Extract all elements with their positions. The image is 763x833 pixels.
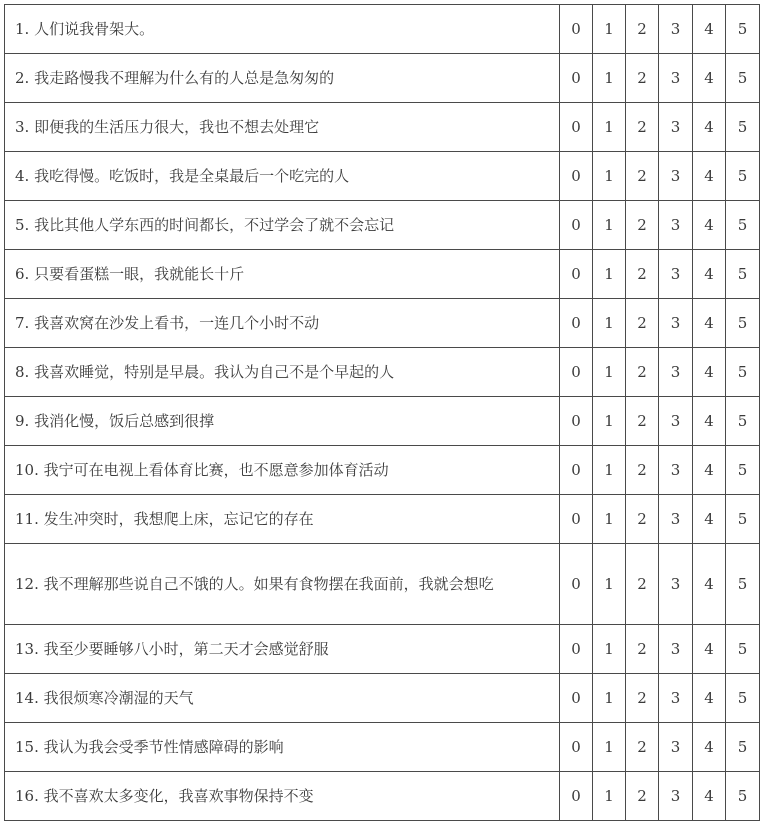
rating-option-2[interactable]: 2	[626, 544, 659, 625]
rating-option-4[interactable]: 4	[693, 772, 726, 821]
rating-option-1[interactable]: 1	[593, 446, 626, 495]
rating-option-0[interactable]: 0	[560, 250, 593, 299]
question-text: 11. 发生冲突时，我想爬上床，忘记它的存在	[5, 495, 560, 544]
rating-option-3[interactable]: 3	[659, 54, 693, 103]
question-row	[5, 201, 760, 250]
questionnaire-table	[4, 4, 760, 821]
rating-option-0[interactable]: 0	[560, 54, 593, 103]
question-row	[5, 54, 760, 103]
rating-option-1[interactable]: 1	[593, 299, 626, 348]
question-row	[5, 5, 760, 54]
rating-option-3[interactable]: 3	[659, 250, 693, 299]
rating-option-0[interactable]: 0	[560, 446, 593, 495]
rating-option-5[interactable]: 5	[726, 348, 760, 397]
rating-option-2[interactable]: 2	[626, 103, 659, 152]
rating-option-4[interactable]: 4	[693, 152, 726, 201]
rating-option-2[interactable]: 2	[626, 250, 659, 299]
question-text: 4. 我吃得慢。吃饭时，我是全桌最后一个吃完的人	[5, 152, 560, 201]
rating-option-1[interactable]: 1	[593, 495, 626, 544]
rating-option-0[interactable]: 0	[560, 5, 593, 54]
rating-option-5[interactable]: 5	[726, 54, 760, 103]
question-text: 2. 我走路慢我不理解为什么有的人总是急匆匆的	[5, 54, 560, 103]
question-row	[5, 723, 760, 772]
question-row	[5, 625, 760, 674]
question-row	[5, 299, 760, 348]
rating-option-0[interactable]: 0	[560, 544, 593, 625]
rating-option-1[interactable]: 1	[593, 250, 626, 299]
question-text: 1. 人们说我骨架大。	[5, 5, 560, 54]
question-text: 3. 即便我的生活压力很大，我也不想去处理它	[5, 103, 560, 152]
rating-option-4[interactable]: 4	[693, 446, 726, 495]
rating-option-4[interactable]: 4	[693, 250, 726, 299]
rating-option-0[interactable]: 0	[560, 201, 593, 250]
rating-option-4[interactable]: 4	[693, 495, 726, 544]
rating-option-3[interactable]: 3	[659, 152, 693, 201]
rating-option-2[interactable]: 2	[626, 625, 659, 674]
rating-option-1[interactable]: 1	[593, 5, 626, 54]
rating-option-4[interactable]: 4	[693, 5, 726, 54]
question-text: 9. 我消化慢，饭后总感到很撑	[5, 397, 560, 446]
rating-option-5[interactable]: 5	[726, 5, 760, 54]
question-text: 8. 我喜欢睡觉，特别是早晨。我认为自己不是个早起的人	[5, 348, 560, 397]
rating-option-1[interactable]: 1	[593, 201, 626, 250]
rating-option-2[interactable]: 2	[626, 348, 659, 397]
rating-option-3[interactable]: 3	[659, 397, 693, 446]
rating-option-1[interactable]: 1	[593, 674, 626, 723]
rating-option-3[interactable]: 3	[659, 201, 693, 250]
question-text: 13. 我至少要睡够八小时，第二天才会感觉舒服	[5, 625, 560, 674]
rating-option-2[interactable]: 2	[626, 723, 659, 772]
question-row	[5, 495, 760, 544]
rating-option-4[interactable]: 4	[693, 299, 726, 348]
rating-option-0[interactable]: 0	[560, 723, 593, 772]
rating-option-2[interactable]: 2	[626, 201, 659, 250]
rating-option-4[interactable]: 4	[693, 348, 726, 397]
rating-option-1[interactable]: 1	[593, 544, 626, 625]
rating-option-0[interactable]: 0	[560, 772, 593, 821]
rating-option-1[interactable]: 1	[593, 723, 626, 772]
rating-option-0[interactable]: 0	[560, 348, 593, 397]
rating-option-1[interactable]: 1	[593, 625, 626, 674]
question-row	[5, 103, 760, 152]
rating-option-4[interactable]: 4	[693, 201, 726, 250]
question-row	[5, 152, 760, 201]
rating-option-5[interactable]: 5	[726, 772, 760, 821]
rating-option-3[interactable]: 3	[659, 723, 693, 772]
questionnaire-body	[5, 5, 760, 821]
rating-option-3[interactable]: 3	[659, 625, 693, 674]
question-row	[5, 674, 760, 723]
rating-option-4[interactable]: 4	[693, 723, 726, 772]
question-row	[5, 544, 760, 625]
rating-option-5[interactable]: 5	[726, 299, 760, 348]
rating-option-1[interactable]: 1	[593, 397, 626, 446]
rating-option-3[interactable]: 3	[659, 103, 693, 152]
rating-option-3[interactable]: 3	[659, 544, 693, 625]
rating-option-4[interactable]: 4	[693, 103, 726, 152]
rating-option-4[interactable]: 4	[693, 544, 726, 625]
rating-option-3[interactable]: 3	[659, 674, 693, 723]
question-row	[5, 250, 760, 299]
rating-option-0[interactable]: 0	[560, 674, 593, 723]
rating-option-1[interactable]: 1	[593, 348, 626, 397]
rating-option-1[interactable]: 1	[593, 152, 626, 201]
rating-option-2[interactable]: 2	[626, 152, 659, 201]
rating-option-2[interactable]: 2	[626, 54, 659, 103]
rating-option-5[interactable]: 5	[726, 625, 760, 674]
question-text: 14. 我很烦寒冷潮湿的天气	[5, 674, 560, 723]
rating-option-5[interactable]: 5	[726, 250, 760, 299]
rating-option-2[interactable]: 2	[626, 397, 659, 446]
question-text: 7. 我喜欢窝在沙发上看书，一连几个小时不动	[5, 299, 560, 348]
rating-option-2[interactable]: 2	[626, 495, 659, 544]
rating-option-5[interactable]: 5	[726, 674, 760, 723]
question-text: 5. 我比其他人学东西的时间都长，不过学会了就不会忘记	[5, 201, 560, 250]
rating-option-3[interactable]: 3	[659, 5, 693, 54]
rating-option-2[interactable]: 2	[626, 674, 659, 723]
rating-option-5[interactable]: 5	[726, 397, 760, 446]
rating-option-4[interactable]: 4	[693, 674, 726, 723]
question-text: 15. 我认为我会受季节性情感障碍的影响	[5, 723, 560, 772]
question-row	[5, 772, 760, 821]
rating-option-4[interactable]: 4	[693, 625, 726, 674]
question-text: 6. 只要看蛋糕一眼，我就能长十斤	[5, 250, 560, 299]
rating-option-0[interactable]: 0	[560, 397, 593, 446]
rating-option-5[interactable]: 5	[726, 152, 760, 201]
rating-option-0[interactable]: 0	[560, 299, 593, 348]
rating-option-0[interactable]: 0	[560, 495, 593, 544]
rating-option-1[interactable]: 1	[593, 772, 626, 821]
rating-option-3[interactable]: 3	[659, 348, 693, 397]
rating-option-5[interactable]: 5	[726, 103, 760, 152]
rating-option-0[interactable]: 0	[560, 625, 593, 674]
rating-option-3[interactable]: 3	[659, 299, 693, 348]
rating-option-1[interactable]: 1	[593, 54, 626, 103]
question-row	[5, 446, 760, 495]
rating-option-5[interactable]: 5	[726, 544, 760, 625]
rating-option-5[interactable]: 5	[726, 201, 760, 250]
question-text: 16. 我不喜欢太多变化，我喜欢事物保持不变	[5, 772, 560, 821]
rating-option-5[interactable]: 5	[726, 446, 760, 495]
rating-option-5[interactable]: 5	[726, 723, 760, 772]
rating-option-1[interactable]: 1	[593, 103, 626, 152]
rating-option-4[interactable]: 4	[693, 397, 726, 446]
rating-option-3[interactable]: 3	[659, 495, 693, 544]
rating-option-2[interactable]: 2	[626, 299, 659, 348]
question-text: 12. 我不理解那些说自己不饿的人。如果有食物摆在我面前，我就会想吃	[5, 544, 560, 625]
rating-option-2[interactable]: 2	[626, 5, 659, 54]
rating-option-2[interactable]: 2	[626, 446, 659, 495]
rating-option-5[interactable]: 5	[726, 495, 760, 544]
rating-option-3[interactable]: 3	[659, 772, 693, 821]
question-text: 10. 我宁可在电视上看体育比赛，也不愿意参加体育活动	[5, 446, 560, 495]
rating-option-0[interactable]: 0	[560, 103, 593, 152]
rating-option-0[interactable]: 0	[560, 152, 593, 201]
question-row	[5, 348, 760, 397]
rating-option-4[interactable]: 4	[693, 54, 726, 103]
question-row	[5, 397, 760, 446]
rating-option-2[interactable]: 2	[626, 772, 659, 821]
rating-option-3[interactable]: 3	[659, 446, 693, 495]
